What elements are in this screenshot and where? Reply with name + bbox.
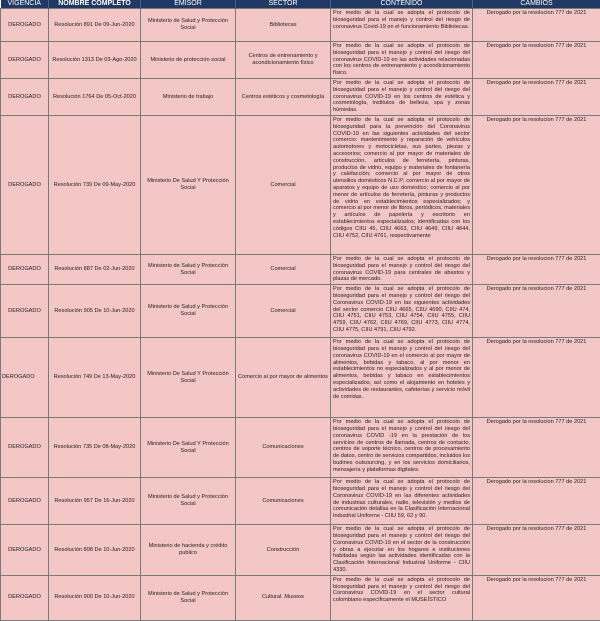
cell-emisor: Ministerio de Salud y Protección Social	[141, 254, 236, 284]
cell-sector: Cultural. Museos	[236, 575, 331, 620]
table-row	[1, 78, 600, 115]
cell-vigencia: DEROGADO	[1, 254, 49, 284]
header-vigencia: VIGENCIA	[1, 0, 49, 9]
header-emisor: EMISOR	[141, 0, 236, 9]
cell-vigencia: DEROGADO	[1, 478, 49, 525]
cell-contenido: Por medio de la cual se adopta el protocolo de bioseguridad para el manejo y control del riesgo del coronavirus COVID-19 en los centros de estética y cosmetología, institutos de belleza, spa y zonas húmedas.	[331, 78, 473, 115]
cell-emisor: Ministerio de hacienda y crédito publico	[141, 525, 236, 576]
cell-cambios: Derogado por la resolucion 777 de 2021	[473, 285, 600, 338]
cell-emisor: Ministerio de Salud y Protección Social	[141, 478, 236, 525]
cell-contenido: Por medio de la cual se adopta el protocolo de bioseguridad para el manejo y control del riesgo del Coronavirus COVID-19 en el sector de la construcción y obras a ejecutar en los hogares e instituciones habitadas según las actividades identificadas con la Clasificación Internacional Industrial Uniforme - CIIU 4330.	[331, 525, 473, 576]
table-row	[1, 525, 600, 576]
cell-sector: Comercial	[236, 285, 331, 338]
cell-emisor: Ministerio De Salud Y Protección Social	[141, 418, 236, 478]
cell-nombre: Resolución 900 De 10-Jun-2020	[49, 575, 141, 620]
cell-cambios: Derogado por la resolucion 777 de 2021	[473, 418, 600, 478]
cell-nombre: Resolución 1764 De 05-Oct-2020	[49, 78, 141, 115]
cell-nombre: Resolución 891 De 09-Jun-2020	[49, 9, 141, 42]
cell-cambios: Derogado por la resolucion 777 de 2021	[473, 42, 600, 79]
cell-contenido: Por medio de la cual se adopta el protocolo de bioseguridad para el manejo y control del riesgo del coronavirus COVID-19 en las actividades relacionadas con los centros de entrenamiento y acondicionamiento físico.	[331, 42, 473, 79]
cell-sector: Comercial	[236, 254, 331, 284]
table-row	[1, 254, 600, 284]
cell-vigencia: DEROGADO	[1, 418, 49, 478]
cell-contenido: Por medio de la cual se adopta el protocolo de bioseguridad para el manejo y control del riesgo del coronavirus COVID -19 en la prestación de los servicios de centros de llamada, centros de contacto, centros de soporte técnico, centros de procesamiento de datos, centro de servicios compartidos, incluidos los budines outsourcing, y en los servicios domiciliarios, mensajería y plataformas digitales.	[331, 418, 473, 478]
cell-emisor: Ministerio de Salud y Protección Social	[141, 9, 236, 42]
cell-contenido: Por medio de la cual se adopta el protocolo de bioseguridad para el manejo y control del riesgo de coronavirus Covid-19 en el funcionamiento Bibliotecas.	[331, 9, 473, 42]
cell-nombre: Resolución 905 De 10-Jun-2020	[49, 285, 141, 338]
cell-cambios: Derogado por la resolucion 777 de 2021	[473, 478, 600, 525]
cell-contenido: Por medio de la cual se adopta el protocolo de bioseguridad para el manejo y control del riesgo del coronavirus COVID-19 para centrales de abastos y plazas de mercado.	[331, 254, 473, 284]
table-row	[1, 285, 600, 338]
cell-cambios: Derogado por la resolucion 777 de 2021	[473, 9, 600, 42]
cell-nombre: Resolución 735 De 08-May-2020	[49, 418, 141, 478]
cell-cambios: Derogado por la resolucion 777 de 2021	[473, 575, 600, 620]
table-row	[1, 115, 600, 254]
header-row	[1, 0, 600, 9]
cell-sector: Construcción	[236, 525, 331, 576]
cell-vigencia: DEROGADO	[1, 9, 49, 42]
cell-emisor: Ministerio de Salud y Protección Social	[141, 575, 236, 620]
cell-nombre: Resolución 739 De 09-May-2020	[49, 115, 141, 254]
header-nombre: NOMBRE COMPLETO	[49, 0, 141, 9]
header-sector: SECTOR	[236, 0, 331, 9]
table-row	[1, 575, 600, 620]
cell-vigencia: DEROGADO	[1, 285, 49, 338]
cell-emisor: Ministerio de Salud y Protección Social	[141, 285, 236, 338]
cell-sector: Comunicaciones	[236, 418, 331, 478]
cell-sector: Comercial	[236, 115, 331, 254]
cell-contenido: Por medio de la cual se adopta el protocolo de bioseguridad para el manejo y control del riesgo del Coronavirus COVID-19 en las siguientes actividades del sector comercio CIIU 4665, CIIU 4690, CIIU 474, CIIU 4751, CIIU 4753, CIIU 4754, CIIU 4755, CIIU 4759, CIIU 4762, CIIU 4769, CIIU 4773, CIIU 4774, CIIU 4775, CIIU 4791, CIIU 4792.	[331, 285, 473, 338]
cell-cambios: Derogado por la resolucion 777 de 2021	[473, 254, 600, 284]
cell-nombre: Resolución 898 De 10-Jun-2020	[49, 525, 141, 576]
cell-nombre: Resolución 1313 De 03-Ago-2020	[49, 42, 141, 79]
cell-cambios: Derogado por la resolucion 777 de 2021	[473, 525, 600, 576]
cell-sector: Centros estéticos y cosmetología	[236, 78, 331, 115]
cell-vigencia: DEROGADO	[1, 42, 49, 79]
table-row	[1, 478, 600, 525]
cell-vigencia: DEROGADO	[1, 115, 49, 254]
cell-cambios: Derogado por la resolucion 777 de 2021	[473, 78, 600, 115]
cell-nombre: Resolución 749 De 13-May-2020	[49, 338, 141, 418]
cell-sector: Comercio al por mayor de alimentos	[236, 338, 331, 418]
table-row	[1, 418, 600, 478]
cell-nombre: Resolución 957 De 16-Jun-2020	[49, 478, 141, 525]
cell-sector: Bibliotecas	[236, 9, 331, 42]
cell-nombre: Resolución 887 De 02-Jun-2020	[49, 254, 141, 284]
cell-vigencia: DEROGADO	[1, 575, 49, 620]
cell-vigencia: DEROGADO	[1, 525, 49, 576]
table-row	[1, 42, 600, 79]
cell-contenido: Por medio de la cual se adopta el protocolo de bioseguridad para el manejo y control del riesgo del Coronavirus COVID-19 en las diferentes actividades de industrias culturales, radio, televisión y medios de comunicación detallas en la Clasificación Internacional Industrial Uniforme - CIIU 59, 62 y 90.	[331, 478, 473, 525]
table-row	[1, 9, 600, 42]
header-contenido: CONTENIDO	[331, 0, 473, 9]
table-row	[1, 338, 600, 418]
cell-emisor: Ministerio de trabajo	[141, 78, 236, 115]
cell-vigencia: DEROGADO	[1, 78, 49, 115]
cell-sector: Comunicaciones	[236, 478, 331, 525]
cell-cambios: Derogado por la resolucion 777 de 2021	[473, 338, 600, 418]
cell-contenido: Por medio de la cual se adopta el protocolo de bioseguridad para el manejo y control del riesgo del Coronavirus COVID-19 en el sector cultural colombiano específicamente el MUSEÍSTICO	[331, 575, 473, 620]
cell-emisor: Ministerio De Salud Y Protección Social	[141, 338, 236, 418]
cell-contenido: Por medio de la cual se adopta el protocolo de bioseguridad para la prevención del Coronavirus COVID-19 en las siguientes actividades del sector comercio: mantenimiento y reparación de vehículos automotores y motocicletas, sus partes, piezas y accesorios; comercio al por mayor de materiales de construcción, artículos de ferretería, pinturas, productos de vidrio, equipo y materiales de fontanería y calefacción; comercio al por mayor de otros utensilios domésticos N.C.P; comercio al por mayor de aparatos y equipo de uso doméstico; comercio al por menor de artículos de ferretería, pinturas y productos de vidrio en establecimientos especializados; y comercio al por menor de libros, periódicos, materiales y artículos de papelería y escritorio en establecimientos especializados; identificadas con los códigos CIIU 45, CIIU 4663, CIIU 4649, CIIU 4644, CIIU 4752, CIIU 4761, respectivamente	[331, 115, 473, 254]
cell-contenido: Por medio de la cual se adopta el protocolo de bioseguridad para el manejo y control del riesgo del coronavirus COVID-19 en el comercio al por mayor de alimentos, bebidas y tabaco, al por menor en establecimientos no especializados y al por menor de alimentos, bebidas y tabaco en establecimientos especializados, así como el alojamiento en hoteles y actividades de restaurantes, cafeterías y servicio móvil de comidas.	[331, 338, 473, 418]
cell-emisor: Ministerio de protección social	[141, 42, 236, 79]
header-cambios: CAMBIOS	[473, 0, 600, 9]
cell-sector: Centros de entrenamiento y acondicionamiento físico	[236, 42, 331, 79]
cell-cambios: Derogado por la resolucion 777 de 2021	[473, 115, 600, 254]
cell-vigencia: DEROGADO	[1, 338, 49, 418]
cell-emisor: Ministerio De Salud Y Protección Social	[141, 115, 236, 254]
